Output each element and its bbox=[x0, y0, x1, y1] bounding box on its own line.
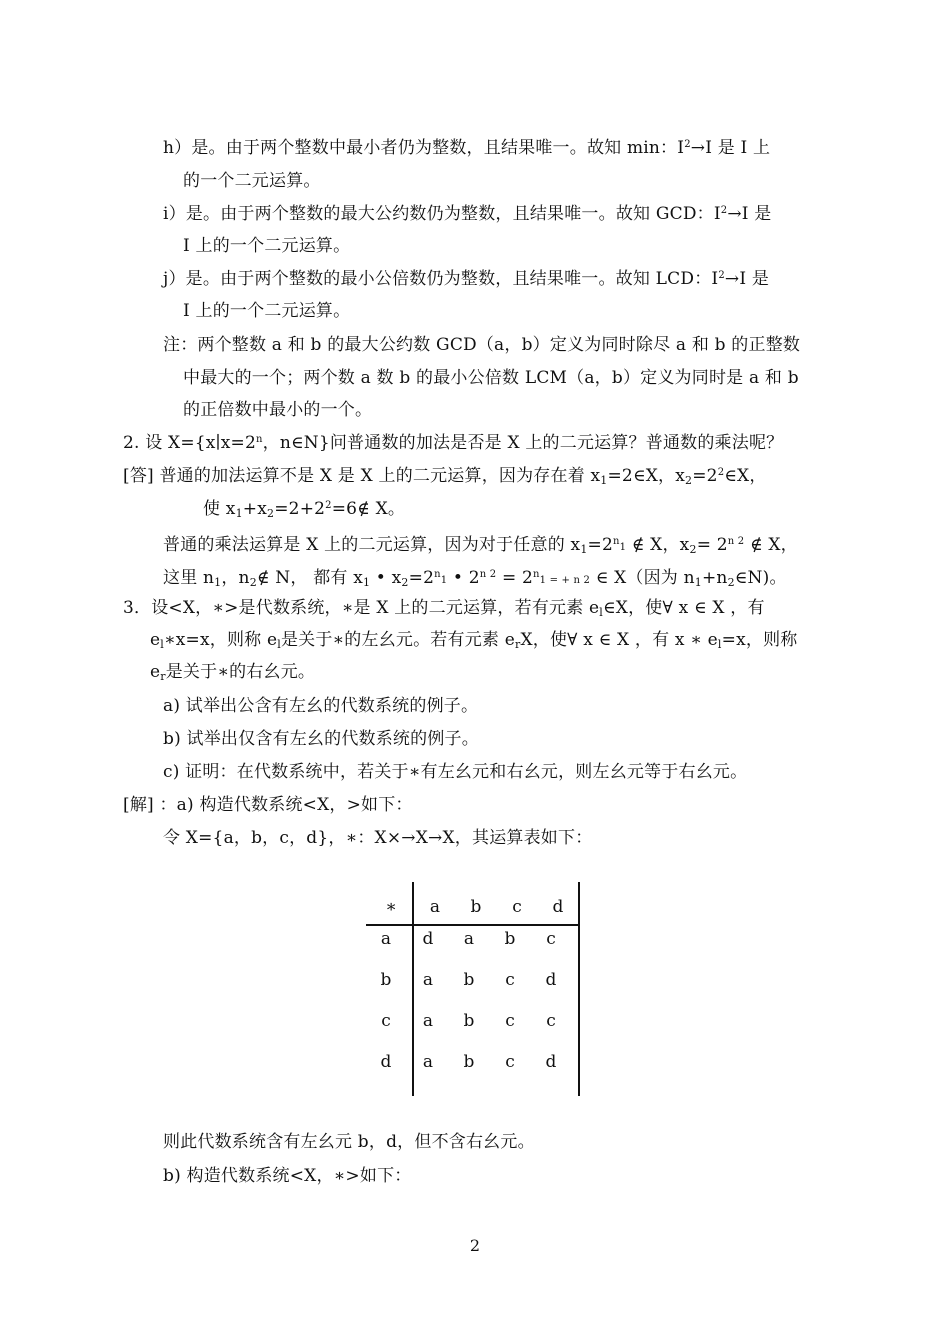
question-3-a: a) 试举出公含有左幺的代数系统的例子。 bbox=[163, 696, 479, 716]
table-header-cell: a bbox=[429, 897, 441, 917]
table-cell: d bbox=[545, 1052, 557, 1072]
i-line-1: i）是。由于两个整数的最大公约数仍为整数，且结果唯一。故知 GCD：$I^2\to I$ 是 bbox=[163, 204, 772, 224]
i-line-2: I 上的一个二元运算。 bbox=[183, 236, 351, 256]
j-line-2: I 上的一个二元运算。 bbox=[183, 301, 351, 321]
table-cell: d bbox=[545, 970, 557, 990]
table-cell: c bbox=[546, 1011, 556, 1031]
table-cell: a bbox=[422, 970, 434, 990]
table-row-label: d bbox=[380, 1052, 392, 1072]
table-cell: b bbox=[463, 1011, 475, 1031]
question-2: 2. 设 $X=\{x∣x=2^n$，n∈N}问普通数的加法是否是 X 上的二元运算？普通数的乘法呢？ bbox=[123, 433, 784, 453]
table-horizontal-rule bbox=[366, 924, 580, 926]
h-line-2: 的一个二元运算。 bbox=[183, 171, 321, 191]
j-line-1: j）是。由于两个整数的最小公倍数仍为整数，且结果唯一。故知 LCD：$I^2\to I$ 是 bbox=[163, 269, 770, 289]
solution-3-line-1: [解] ：a) 构造代数系统<X，>如下： bbox=[123, 795, 413, 815]
question-3-line-2: $e_l∗x=x$，则称 $e_l$是关于∗的左幺元。若有元素 $e_rX$，使∀ x ∈ X ，有 x ∗ $e_l=x$，则称 bbox=[150, 630, 798, 651]
conclusion-line: 则此代数系统含有左幺元 b，d，但不含右幺元。 bbox=[163, 1132, 535, 1152]
table-cell: a bbox=[463, 929, 475, 949]
page-number: 2 bbox=[469, 1236, 481, 1255]
table-operator: ∗ bbox=[385, 897, 397, 917]
question-3-line-1: 3．设<X，∗>是代数系统，∗是 X 上的二元运算，若有元素 $e_l\in X$，使∀ x ∈ X ，有 bbox=[123, 598, 765, 619]
part-b-line: b) 构造代数系统<X，∗>如下： bbox=[163, 1166, 412, 1186]
question-3-c: c) 证明：在代数系统中，若关于∗有左幺元和右幺元，则左幺元等于右幺元。 bbox=[163, 762, 748, 782]
table-header-cell: b bbox=[470, 897, 482, 917]
table-cell: d bbox=[422, 929, 434, 949]
table-header-cell: d bbox=[552, 897, 564, 917]
table-cell: a bbox=[422, 1011, 434, 1031]
note-line-1: 注：两个整数 a 和 b 的最大公约数 GCD（a，b）定义为同时除尽 a 和 b 的正整数 bbox=[163, 335, 801, 355]
table-right-rule bbox=[578, 882, 580, 1096]
table-cell: b bbox=[504, 929, 516, 949]
table-header-cell: c bbox=[512, 897, 522, 917]
note-line-2: 中最大的一个；两个数 a 数 b 的最小公倍数 LCM（a，b）定义为同时是 a 和 b bbox=[183, 368, 799, 388]
table-row-label: b bbox=[380, 970, 392, 990]
table-cell: b bbox=[463, 1052, 475, 1072]
table-row-label: c bbox=[381, 1011, 391, 1031]
answer-2-line-4: 这里 $n_1$，$n_2\notin$ N， 都有 $x_1$ • $x_2=2^n1$ • $2^{n 2} = 2^n1$ = + n 2 ∈ X（因为 $n_1+n_2\in N$)。 bbox=[163, 568, 787, 589]
solution-3-line-2: 令 X={a，b，c，d}，∗：X×→X→X，其运算表如下： bbox=[163, 828, 593, 848]
h-line-1: h）是。由于两个整数中最小者仍为整数，且结果唯一。故知 min：$I^2\to I$ 是 I 上 bbox=[163, 138, 771, 158]
answer-2-line-1: [答] 普通的加法运算不是 X 是 X 上的二元运算，因为存在着 $x_1=2\in X$，$x_2=2^2\in X$， bbox=[123, 466, 767, 487]
table-cell: c bbox=[546, 929, 556, 949]
note-line-3: 的正倍数中最小的一个。 bbox=[183, 400, 373, 420]
table-cell: c bbox=[505, 1011, 515, 1031]
question-3-line-3: $e_r$是关于∗的右幺元。 bbox=[150, 662, 316, 683]
question-3-b: b) 试举出仅含有左幺的代数系统的例子。 bbox=[163, 729, 479, 749]
operation-table bbox=[366, 882, 588, 1096]
table-cell: b bbox=[463, 970, 475, 990]
table-cell: a bbox=[422, 1052, 434, 1072]
table-cell: c bbox=[505, 970, 515, 990]
answer-2-line-2: 使 $x_1+x_2=2+2^2=6\notin$ X。 bbox=[203, 499, 406, 520]
answer-2-line-3: 普通的乘法运算是 X 上的二元运算，因为对于任意的 $x_1=2^n1$ ∉ X，$x_2= 2^{n 2}$ ∉ X， bbox=[163, 535, 798, 556]
table-cell: c bbox=[505, 1052, 515, 1072]
table-row-label: a bbox=[380, 929, 392, 949]
